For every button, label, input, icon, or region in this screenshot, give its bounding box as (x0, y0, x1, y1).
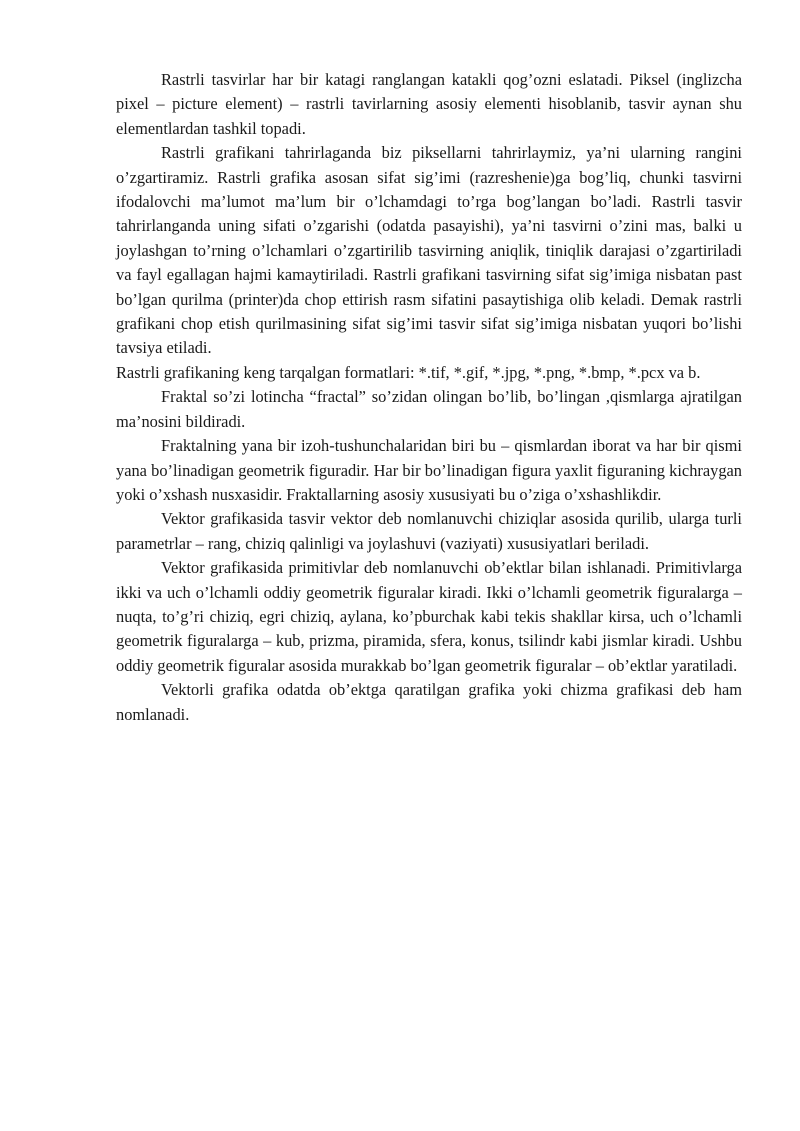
paragraph-vector-object-oriented: Vektorli grafika odatda ob’ektga qaratilgan grafika yoki chizma grafikasi deb ham nomlanadi. (116, 680, 742, 724)
paragraph-vector-lines: Vektor grafikasida tasvir vektor deb nomlanuvchi chiziqlar asosida qurilib, ularga turli parametrlar – rang, chiziq qalinligi va joylashuvi (vaziyati) xususiyatlari beriladi. (116, 509, 742, 553)
document-page (116, 68, 742, 727)
paragraph-fractal-property: Fraktalning yana bir izoh-tushunchalaridan biri bu – qismlardan iborat va har bir qismi yana bo’linadigan geometrik figuradir. Har bir bo’linadigan figura yaxlit figuraning kichraygan yoki o’xshash nusxasidir. Fraktallarning asosiy xususiyati bu o’ziga o’xshashlikdir. (116, 436, 742, 504)
paragraph-raster-formats: Rastrli grafikaning keng tarqalgan formatlari: *.tif, *.gif, *.jpg, *.png, *.bmp, *.pcx va b. (116, 362, 701, 382)
paragraph-fractal-definition: Fraktal so’zi lotincha “fractal” so’zidan olingan bo’lib, bo’lingan ,qismlarga ajratilgan ma’nosini bildiradi. (116, 387, 742, 431)
paragraph-vector-primitives: Vektor grafikasida primitivlar deb nomlanuvchi ob’ektlar bilan ishlanadi. Primitivlarga ikki va uch o’lchamli oddiy geometrik figuralar kiradi. Ikki o’lchamli geometrik figuralarga – nuqta, to’g’ri chiziq, egri chiziq, aylana, ko’pburchak kabi tekis shakllar kirsa, uch o’lchamli geometrik figuralarga – kub, prizma, piramida, sfera, konus, tsilindr kabi jismlar kiradi. Ushbu oddiy geometrik figuralar asosida murakkab bo’lgan geometrik figuralar – ob’ektlar yaratiladi. (116, 558, 742, 675)
paragraph-raster-pixel: Rastrli tasvirlar har bir katagi ranglangan katakli qog’ozni eslatadi. Piksel (inglizcha pixel – picture element) – rastrli tavirlarning asosiy elementi hisoblanib, tasvir aynan shu elementlardan tashkil topadi. (116, 70, 742, 138)
paragraph-raster-editing: Rastrli grafikani tahrirlaganda biz piksellarni tahrirlaymiz, ya’ni ularning rangini o’zgartiramiz. Rastrli grafika asosan sifat sig’imi (razreshenie)ga bog’liq, chunki tasvirni ifodalovchi ma’lumot ma’lum bir o’lchamdagi to’rga bog’langan bo’ladi. Rastrli tasvir tahrirlanganda uning sifati o’zgarishi (odatda pasayishi), ya’ni tasvirni o’zini mas, balki u joylashgan to’rning o’lchamlari o’zgartirilib tasvirning aniqlik, tiniqlik darajasi o’zgartiriladi va fayl egallagan hajmi kamaytiriladi. Rastrli grafikani tasvirning sifat sig’imiga nisbatan past bo’lgan qurilma (printer)da chop ettirish rasm sifatini pasaytishiga olib keladi. Demak rastrli grafikani chop etish qurilmasining sifat sig’imi tasvir sifat sig’imiga nisbatan yuqori bo’lishi tavsiya etiladi. (116, 143, 742, 358)
